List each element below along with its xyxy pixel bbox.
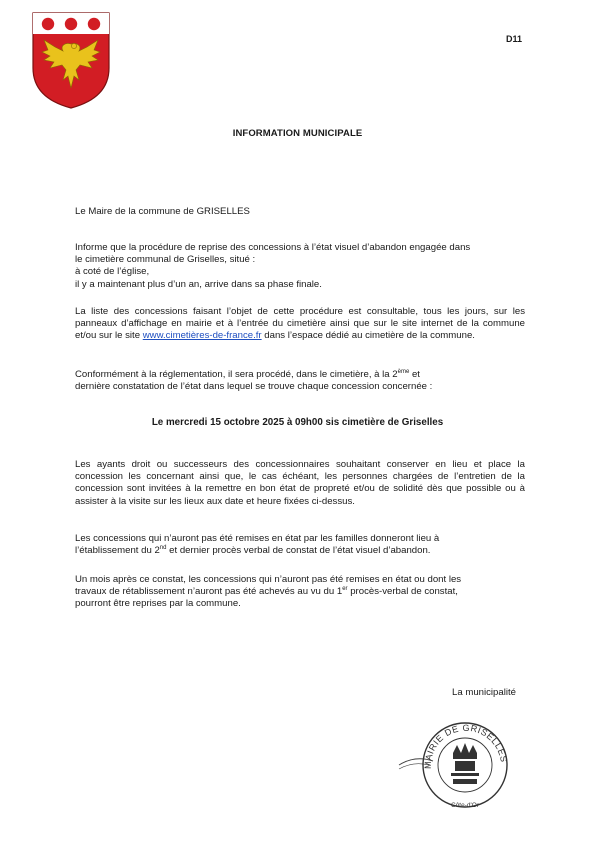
reglementation-line-1 xyxy=(75,369,525,381)
un-mois-text: travaux de rétablissement n’auront pas été achevés au vu du 1 xyxy=(75,586,343,598)
un-mois-line-2 xyxy=(75,586,525,598)
un-mois-text-end: procès-verbal de constat, xyxy=(347,586,458,598)
informe-line-3: à coté de l’église, xyxy=(75,266,150,278)
reglementation-paragraph xyxy=(75,369,525,393)
reglementation-text-end: et xyxy=(409,369,420,380)
stamp-subtext: Côte-d'Or xyxy=(451,802,479,809)
liste-text-after: dans l’espace dédié au cimetière de la commune. xyxy=(261,330,475,342)
un-mois-paragraph xyxy=(75,574,525,611)
mayor-line: Le Maire de la commune de GRISELLES xyxy=(75,206,250,217)
un-mois-line-1: Un mois après ce constat, les concessions qui n’auront pas été remises en état ou dont les xyxy=(75,574,462,585)
page-title: INFORMATION MUNICIPALE xyxy=(232,128,363,139)
informe-line-1: Informe que la procédure de reprise des concessions à l’état visuel d’abandon engagée dans xyxy=(75,242,471,253)
inspection-date-line: Le mercredi 15 octobre 2025 à 09h00 sis cimetière de Griselles xyxy=(151,417,444,428)
ordinal-superscript: nd xyxy=(159,545,167,552)
stamp-text: MAIRIE DE GRISELLES xyxy=(422,722,510,770)
ayants-droit-paragraph: Les ayants droit ou successeurs des concessionnaires souhaitant conserver en lieu et place la concession les concernant ainsi que, le cas échéant, les personnes chargées de l’entretien de la concession sont invitées à la remettre en bon état de propreté et/ou de solidité dès que possible ou à assister à la visite sur les lieux aux date et heure fixées ci-dessus. xyxy=(75,459,525,507)
liste-paragraph xyxy=(75,306,525,343)
concessions-line-1: Les concessions qui n’auront pas été remises en état par les familles donneront lieu à xyxy=(75,533,440,544)
informe-paragraph xyxy=(75,242,525,291)
concessions-text: l’établissement du 2 xyxy=(75,545,160,557)
liste-text-before: La liste des concessions faisant l’objet de cette procédure est consultable, tous les jours, sur les panneaux d’affichage en mairie et à l’entrée du cimetière ainsi que sur le site internet de la commune et/ou sur le site xyxy=(75,306,525,342)
coat-of-arms-logo xyxy=(30,10,112,110)
concessions-line-2 xyxy=(75,545,525,557)
informe-line-2: le cimetière communal de Griselles, situé : xyxy=(75,254,256,266)
un-mois-line-3: pourront être reprises par la commune. xyxy=(75,598,241,610)
ordinal-superscript: er xyxy=(342,586,348,593)
ordinal-superscript: ème xyxy=(397,368,410,375)
mairie-stamp-seal xyxy=(395,703,527,825)
concessions-text-end: et dernier procès verbal de constat de l’état visuel d’abandon. xyxy=(166,545,431,557)
reglementation-text: Conformément à la réglementation, il sera procédé, dans le cimetière, à la 2 xyxy=(75,369,398,380)
cimetieres-website-link[interactable]: www.cimetières-de-france.fr xyxy=(142,330,262,342)
signature-label: La municipalité xyxy=(452,687,516,698)
reglementation-line-2: dernière constatation de l’état dans lequel se trouve chaque concession concernée : xyxy=(75,381,433,393)
informe-line-4: il y a maintenant plus d’un an, arrive dans sa phase finale. xyxy=(75,278,322,290)
document-reference-code: D11 xyxy=(506,34,523,44)
concessions-paragraph xyxy=(75,533,525,557)
